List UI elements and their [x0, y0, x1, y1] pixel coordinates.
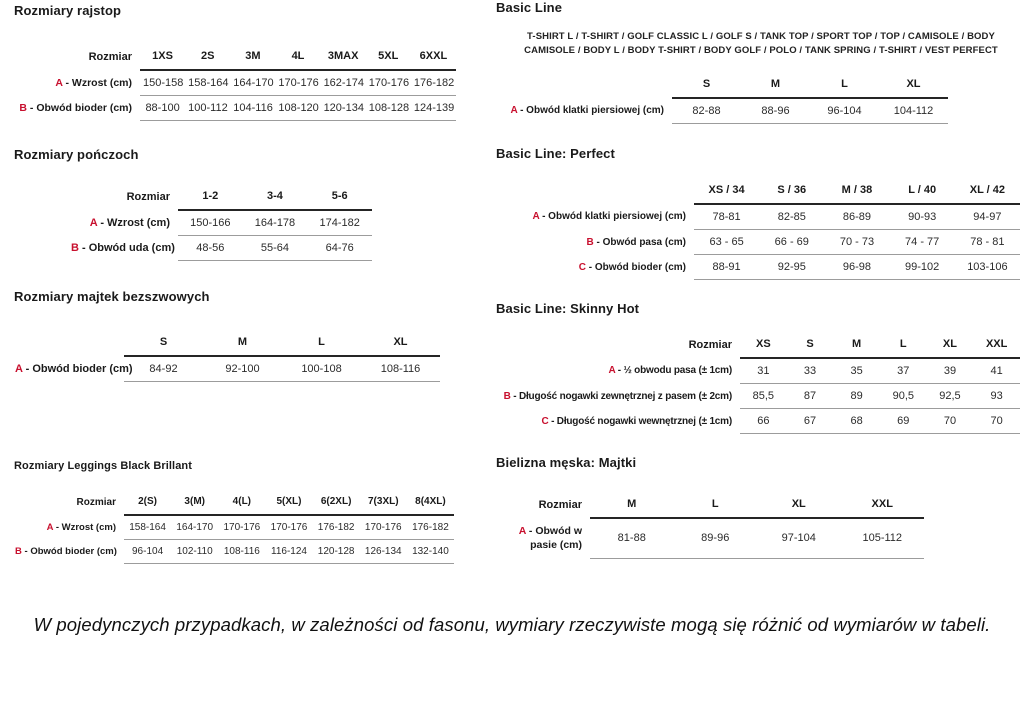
column-header-rozmiar: Rozmiar — [76, 496, 116, 508]
measurement-value: 68 — [833, 409, 880, 434]
measurement-letter: C — [578, 261, 586, 273]
size-table-body — [510, 204, 1020, 280]
size-table — [498, 492, 924, 559]
measurement-value: 93 — [973, 384, 1020, 409]
measurement-value: 88-100 — [140, 96, 185, 121]
column-header-size: 3-4 — [243, 184, 308, 210]
column-header-size: 4(L) — [218, 490, 265, 515]
column-header-size: XS — [740, 332, 787, 358]
measurement-value: 102-110 — [171, 540, 218, 564]
measurement-value: 82-85 — [759, 204, 824, 230]
size-table-body — [16, 70, 456, 121]
section-title-ponczoch: Rozmiary pończoch — [14, 147, 139, 162]
measurement-value: 84-92 — [124, 356, 203, 382]
size-table-head — [12, 330, 440, 356]
size-table-body — [12, 356, 440, 382]
size-table — [510, 178, 1020, 280]
measurement-value: 97-104 — [757, 518, 841, 558]
measurement-value: 170-176 — [360, 515, 407, 540]
size-table-body — [490, 98, 948, 124]
column-header-rozmiar — [12, 330, 124, 356]
measurement-value: 66 - 69 — [759, 230, 824, 255]
measurement-value: 104-116 — [230, 96, 275, 121]
section-title-rajstop: Rozmiary rajstop — [14, 3, 122, 18]
column-header-size: M — [203, 330, 282, 356]
size-table-body — [498, 518, 924, 558]
column-header-rozmiar: Rozmiar — [688, 338, 732, 351]
measurement-value: 170-176 — [275, 70, 320, 96]
section-title-leggings: Rozmiary Leggings Black Brillant — [14, 460, 193, 472]
header-row — [488, 332, 1020, 358]
measurement-value: 74 - 77 — [890, 230, 955, 255]
measurement-value: 176-182 — [411, 70, 456, 96]
measurement-value: 170-176 — [218, 515, 265, 540]
measurement-value: 162-174 — [321, 70, 366, 96]
ponczoch-size-table — [68, 184, 372, 261]
measurement-value: 48-56 — [178, 236, 243, 261]
measurement-value: 176-182 — [407, 515, 454, 540]
size-table — [488, 332, 1020, 434]
column-header-size: 3(M) — [171, 490, 218, 515]
size-table — [12, 490, 454, 564]
measurement-value: 90,5 — [880, 384, 927, 409]
column-header-size: 2S — [185, 44, 230, 70]
size-table — [12, 330, 440, 382]
measurement-letter: B — [503, 390, 511, 402]
measurement-value: 158-164 — [185, 70, 230, 96]
column-header-size: L / 40 — [890, 178, 955, 204]
column-header-size: S — [787, 332, 834, 358]
column-header-size: 3M — [230, 44, 275, 70]
measurement-value: 85,5 — [740, 384, 787, 409]
measurement-value: 105-112 — [841, 518, 925, 558]
measurement-value: 170-176 — [366, 70, 411, 96]
column-header-size: 5XL — [366, 44, 411, 70]
measurement-value: 66 — [740, 409, 787, 434]
measurement-row — [488, 384, 1020, 409]
measurement-row — [16, 96, 456, 121]
column-header-size: M — [833, 332, 880, 358]
measurement-value: 120-128 — [313, 540, 360, 564]
measurement-value: 96-104 — [124, 540, 171, 564]
measurement-label: C - Obwód bioder (cm) — [578, 261, 686, 273]
measurement-row — [68, 236, 372, 261]
column-header-rozmiar: Rozmiar — [126, 190, 170, 203]
column-header-size: XL — [757, 492, 841, 518]
measurement-value: 88-96 — [741, 98, 810, 124]
size-table-head — [510, 178, 1020, 204]
measurement-value: 94-97 — [955, 204, 1020, 230]
measurement-letter: A — [518, 525, 526, 537]
size-table-body — [68, 210, 372, 261]
measurement-value: 96-104 — [810, 98, 879, 124]
column-header-rozmiar — [490, 72, 672, 98]
column-header-size: 1-2 — [178, 184, 243, 210]
measurement-value: 33 — [787, 358, 834, 384]
column-header-rozmiar: Rozmiar — [88, 50, 132, 63]
column-header-size: XL — [927, 332, 974, 358]
basic-line-size-table — [490, 72, 948, 124]
header-row — [490, 72, 948, 98]
column-header-size: 3MAX — [321, 44, 366, 70]
measurement-value: 126-134 — [360, 540, 407, 564]
measurement-value: 82-88 — [672, 98, 741, 124]
measurement-row — [510, 230, 1020, 255]
measurement-value: 39 — [927, 358, 974, 384]
column-header-size: XS / 34 — [694, 178, 759, 204]
measurement-label: A - Obwód klatki piersiowej (cm) — [510, 105, 664, 117]
measurement-letter: A — [532, 211, 540, 223]
measurement-label: A - Obwód klatki piersiowej (cm) — [532, 211, 686, 223]
measurement-letter: C — [541, 415, 549, 427]
section-title-majtek-bezszwowych: Rozmiary majtek bezszwowych — [14, 289, 210, 304]
measurement-value: 64-76 — [307, 236, 372, 261]
measurement-value: 96-98 — [824, 255, 889, 280]
basic-line-perfect-size-table — [510, 178, 1020, 280]
measurement-value: 170-176 — [265, 515, 312, 540]
measurement-letter: B — [71, 242, 79, 254]
measurement-value: 132-140 — [407, 540, 454, 564]
measurement-label: A - Obwód bioder (cm) — [15, 362, 133, 375]
size-table-head — [12, 490, 454, 515]
measurement-letter: A — [510, 105, 518, 117]
measurement-value: 164-170 — [230, 70, 275, 96]
basic-line-product-list-line1: T-SHIRT L / T-SHIRT / GOLF CLASSIC L / GOLF S / TANK TOP / SPORT TOP / TOP / CAMISOLE / BODY — [527, 31, 995, 42]
measurement-letter: B — [15, 546, 22, 557]
size-table-head — [490, 72, 948, 98]
measurement-letter: A — [55, 76, 63, 89]
column-header-size: L — [674, 492, 758, 518]
measurement-value: 70 — [927, 409, 974, 434]
measurement-letter: A — [89, 216, 98, 229]
measurement-row — [12, 515, 454, 540]
leggings-size-table — [12, 490, 454, 564]
column-header-size: XXL — [841, 492, 925, 518]
measurement-label: B - Obwód pasa (cm) — [586, 236, 686, 248]
measurement-row — [490, 98, 948, 124]
measurement-value: 150-158 — [140, 70, 185, 96]
size-table-body — [12, 515, 454, 564]
column-header-rozmiar: Rozmiar — [538, 498, 582, 511]
section-title-basic-line-perfect: Basic Line: Perfect — [496, 146, 615, 161]
section-title-basic-line: Basic Line — [496, 0, 563, 15]
measurement-value: 120-134 — [321, 96, 366, 121]
measurement-value: 116-124 — [265, 540, 312, 564]
size-table — [16, 44, 456, 121]
size-table-body — [488, 358, 1020, 434]
basic-line-skinny-hot-size-table — [488, 332, 1020, 434]
measurement-label: A - Wzrost (cm) — [46, 521, 116, 533]
measurement-value: 89-96 — [674, 518, 758, 558]
column-header-size: 6XXL — [411, 44, 456, 70]
measurement-value: 164-178 — [243, 210, 308, 236]
size-table-head — [498, 492, 924, 518]
measurement-value: 63 - 65 — [694, 230, 759, 255]
rajstop-size-table — [16, 44, 456, 121]
column-header-size: 6(2XL) — [313, 490, 360, 515]
column-header-size: L — [282, 330, 361, 356]
measurement-letter: B — [586, 236, 594, 248]
column-header-size: 2(S) — [124, 490, 171, 515]
column-header-size: S / 36 — [759, 178, 824, 204]
column-header-size: XL / 42 — [955, 178, 1020, 204]
measurement-value: 87 — [787, 384, 834, 409]
measurement-value: 108-116 — [218, 540, 265, 564]
measurement-letter: A — [608, 365, 616, 377]
column-header-size: S — [672, 72, 741, 98]
measurement-value: 86-89 — [824, 204, 889, 230]
measurement-row — [12, 356, 440, 382]
measurement-value: 78-81 — [694, 204, 759, 230]
measurement-row — [510, 255, 1020, 280]
measurement-value: 81-88 — [590, 518, 674, 558]
size-table-head — [68, 184, 372, 210]
measurement-value: 89 — [833, 384, 880, 409]
measurement-value: 67 — [787, 409, 834, 434]
measurement-label: B - Obwód bioder (cm) — [15, 546, 117, 557]
measurement-label: A - Wzrost (cm) — [89, 216, 170, 229]
measurement-value: 88-91 — [694, 255, 759, 280]
measurement-letter: B — [19, 102, 27, 114]
measurement-letter: A — [15, 362, 23, 375]
measurement-label: C - Długość nogawki wewnętrznej (± 1cm) — [541, 415, 732, 427]
measurement-row — [488, 409, 1020, 434]
measurement-row — [16, 70, 456, 96]
column-header-size: S — [124, 330, 203, 356]
measurement-value: 108-120 — [275, 96, 320, 121]
measurement-label: B - Obwód bioder (cm) — [19, 102, 132, 114]
measurement-value: 108-128 — [366, 96, 411, 121]
measurement-value: 92-95 — [759, 255, 824, 280]
disclaimer-note: W pojedynczych przypadkach, w zależności od fasonu, wymiary rzeczywiste mogą się różnić od wymiarów w tabeli. — [33, 614, 991, 635]
header-row — [510, 178, 1020, 204]
measurement-value: 174-182 — [307, 210, 372, 236]
measurement-value: 78 - 81 — [955, 230, 1020, 255]
header-row — [12, 330, 440, 356]
header-row — [16, 44, 456, 70]
majtek-bezszwowych-size-table — [12, 330, 440, 382]
size-table — [68, 184, 372, 261]
column-header-size: L — [810, 72, 879, 98]
column-header-size: XL — [879, 72, 948, 98]
measurement-label: B - Długość nogawki zewnętrznej z pasem (± 2cm) — [503, 390, 732, 402]
measurement-value: 108-116 — [361, 356, 440, 382]
column-header-size: M — [590, 492, 674, 518]
measurement-value: 70 - 73 — [824, 230, 889, 255]
header-row — [12, 490, 454, 515]
measurement-label: A - Wzrost (cm) — [55, 76, 132, 89]
column-header-size: 4L — [275, 44, 320, 70]
measurement-row — [12, 540, 454, 564]
basic-line-product-list-line2: CAMISOLE / BODY L / BODY T-SHIRT / BODY GOLF / POLO / TANK SPRING / T-SHIRT / VEST PERFECT — [524, 44, 998, 56]
column-header-size: 1XS — [140, 44, 185, 70]
measurement-row — [68, 210, 372, 236]
measurement-value: 70 — [973, 409, 1020, 434]
measurement-value: 41 — [973, 358, 1020, 384]
size-table — [490, 72, 948, 124]
column-header-size: XXL — [973, 332, 1020, 358]
measurement-value: 124-139 — [411, 96, 456, 121]
measurement-letter: A — [46, 521, 54, 533]
column-header-size: 8(4XL) — [407, 490, 454, 515]
measurement-value: 90-93 — [890, 204, 955, 230]
measurement-value: 104-112 — [879, 98, 948, 124]
measurement-label: A - ½ obwodu pasa (± 1cm) — [608, 365, 732, 377]
column-header-size: M / 38 — [824, 178, 889, 204]
measurement-row — [498, 518, 924, 558]
size-table-head — [488, 332, 1020, 358]
measurement-value: 164-170 — [171, 515, 218, 540]
measurement-value: 100-108 — [282, 356, 361, 382]
measurement-value: 31 — [740, 358, 787, 384]
basic-line-product-list — [502, 30, 1020, 58]
measurement-value: 55-64 — [243, 236, 308, 261]
measurement-value: 99-102 — [890, 255, 955, 280]
measurement-label: A - Obwód w pasie (cm) — [518, 525, 582, 552]
section-title-majtki: Bielizna męska: Majtki — [496, 455, 637, 470]
measurement-value: 100-112 — [185, 96, 230, 121]
measurement-value: 37 — [880, 358, 927, 384]
measurement-label: B - Obwód uda (cm) — [71, 242, 175, 254]
measurement-value: 158-164 — [124, 515, 171, 540]
measurement-value: 92,5 — [927, 384, 974, 409]
section-title-basic-line-skinny-hot: Basic Line: Skinny Hot — [496, 301, 640, 316]
measurement-value: 150-166 — [178, 210, 243, 236]
measurement-value: 92-100 — [203, 356, 282, 382]
majtki-size-table — [498, 492, 924, 559]
header-row — [498, 492, 924, 518]
header-row — [68, 184, 372, 210]
column-header-size: 5(XL) — [265, 490, 312, 515]
measurement-value: 35 — [833, 358, 880, 384]
measurement-value: 176-182 — [313, 515, 360, 540]
size-table-head — [16, 44, 456, 70]
measurement-row — [488, 358, 1020, 384]
measurement-row — [510, 204, 1020, 230]
column-header-size: XL — [361, 330, 440, 356]
column-header-size: 5-6 — [307, 184, 372, 210]
column-header-size: M — [741, 72, 810, 98]
column-header-rozmiar — [510, 178, 694, 204]
column-header-size: L — [880, 332, 927, 358]
column-header-size: 7(3XL) — [360, 490, 407, 515]
measurement-value: 69 — [880, 409, 927, 434]
measurement-value: 103-106 — [955, 255, 1020, 280]
